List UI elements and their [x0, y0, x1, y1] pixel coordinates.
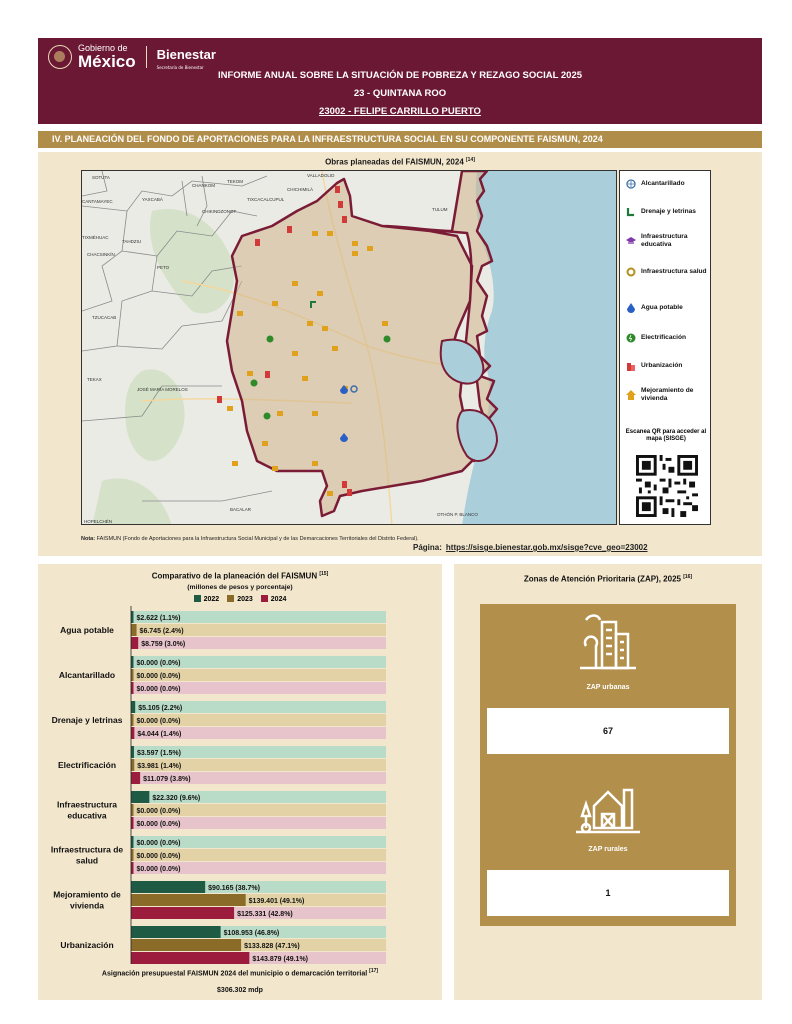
place-label: CANTAMAYEC — [82, 199, 113, 204]
place-label: BACALAR — [230, 507, 252, 512]
budget-allocation-value: $306.302 mdp — [217, 987, 263, 994]
report-header — [38, 38, 762, 124]
bar-2023 — [131, 624, 137, 636]
water-drop-icon — [626, 303, 636, 313]
map-page-link: Página: https://sisge.bienestar.gob.mx/sisge?cve_geo=23002 — [413, 543, 648, 552]
place-label: TIXCACALCUPUL — [247, 197, 285, 202]
report-title: INFORME ANUAL SOBRE LA SITUACIÓN DE POBREZA Y REZAGO SOCIAL 2025 — [217, 70, 583, 81]
category-label: Urbanización — [60, 940, 114, 950]
zap-panel — [454, 564, 762, 1000]
bar-value-label: $3.981 (1.4%) — [137, 763, 182, 770]
legend-item-drenaje: Drenaje y letrinas — [626, 207, 710, 217]
logo-big-text: México — [78, 52, 136, 71]
bar-2024 — [131, 907, 234, 919]
bar-2022 — [131, 701, 135, 713]
legend-item-vivienda: Mejoramiento de vivienda — [626, 387, 710, 402]
sisge-url-link[interactable]: https://sisge.bienestar.gob.mx/sisge?cve_geo=23002 — [445, 543, 648, 552]
place-label: TAHDZIU — [122, 239, 142, 244]
legend-item-agua: Agua potable — [626, 303, 710, 313]
bar-value-label: $143.879 (49.1%) — [252, 956, 309, 963]
chart-title: Comparativo de la planeación del FAISMUN [15] — [151, 571, 329, 581]
bar-2022 — [131, 746, 134, 758]
chart-subtitle: (millones de pesos y porcentaje) — [187, 584, 293, 591]
chart-legend — [38, 595, 442, 603]
map-panel — [38, 152, 762, 556]
logo-secondary-subtext: Secretaría de Bienestar — [156, 65, 204, 70]
bar-2022 — [131, 881, 205, 893]
category-label: Alcantarillado — [58, 670, 116, 680]
bar-2024 — [131, 727, 134, 739]
bar-value-label: $0.000 (0.0%) — [136, 840, 181, 847]
legend-item-urbanizacion: Urbanización — [626, 361, 710, 371]
zap-box — [480, 604, 736, 926]
government-logo — [48, 44, 216, 70]
qr-caption: Escanea QR para acceder al mapa (SISGE) — [625, 429, 707, 443]
bar-2022 — [131, 791, 149, 803]
sewer-icon — [626, 179, 636, 189]
category-label: Agua potable — [60, 625, 114, 635]
bar-value-label: $8.759 (3.0%) — [141, 641, 186, 648]
zap-rural-value: 1 — [487, 870, 729, 916]
legend-item-alcantarillado: Alcantarillado — [626, 179, 710, 189]
bar-value-label: $3.597 (1.5%) — [136, 750, 181, 757]
faismun-chart-panel — [38, 564, 442, 1000]
legend-2023: 2023 — [227, 595, 253, 603]
category-label: Infraestructura educativa — [57, 799, 117, 821]
electric-icon — [626, 333, 636, 343]
faismun-works-map[interactable] — [81, 170, 617, 525]
map-note: Nota: FAISMUN (Fondo de Aportaciones para la Infraestructura Social Municipal y de las Demarcaciones Territoriales del Distrito Federal). — [81, 536, 419, 542]
place-label: TIXMÉHUAC — [82, 235, 109, 240]
place-label: CHACSINKÍN — [87, 252, 115, 257]
logo-divider — [146, 46, 147, 68]
bar-value-label: $133.828 (47.1%) — [244, 943, 300, 950]
bar-2024 — [131, 772, 140, 784]
bar-value-label: $0.000 (0.0%) — [136, 686, 181, 693]
bar-2022 — [131, 926, 221, 938]
bar-value-label: $11.079 (3.8%) — [143, 776, 191, 783]
bar-2023 — [131, 894, 246, 906]
faismun-bar-chart — [38, 604, 442, 964]
bar-value-label: $0.000 (0.0%) — [136, 660, 181, 667]
place-label: TEKOM — [227, 179, 244, 184]
section-title: IV. PLANEACIÓN DEL FONDO DE APORTACIONES PARA LA INFRAESTRUCTURA SOCIAL EN SU COMPONENTE FAISMUN, 2024 — [38, 131, 762, 148]
category-label: Infraestructura de salud — [50, 844, 124, 866]
bar-2024 — [131, 637, 138, 649]
state-name: 23 - QUINTANA ROO — [353, 88, 447, 99]
place-label: PETO — [157, 265, 170, 270]
place-label: TZUCACAB — [92, 315, 117, 320]
place-label: SOTUTA — [92, 175, 110, 180]
bar-value-label: $22.320 (9.6%) — [152, 795, 201, 802]
category-label: Electrificación — [57, 760, 117, 770]
place-label: HOPELCHÉN — [84, 519, 113, 524]
bar-value-label: $6.745 (2.4%) — [139, 628, 184, 635]
place-label: CHANKOM — [192, 183, 216, 188]
bar-value-label: $90.165 (38.7%) — [208, 885, 260, 892]
logo-small-text: Gobierno de — [78, 43, 128, 53]
place-label: OTHÓN P. BLANCO — [437, 512, 478, 517]
legend-2024: 2024 — [261, 595, 287, 603]
place-label: VALLADOLID — [307, 173, 335, 178]
bar-value-label: $4.044 (1.4%) — [137, 731, 182, 738]
bar-value-label: $0.000 (0.0%) — [136, 673, 181, 680]
place-label: JOSÉ MARÍA MORELOS — [137, 387, 188, 392]
place-label: YAXCABÁ — [142, 197, 163, 202]
legend-item-salud: Infraestructura salud — [626, 267, 710, 277]
legend-2022: 2022 — [194, 595, 220, 603]
map-legend — [619, 170, 711, 525]
farm-barn-icon — [572, 776, 644, 836]
bar-value-label: $0.000 (0.0%) — [136, 821, 181, 828]
place-label: TULUM — [432, 207, 448, 212]
building-icon — [626, 361, 636, 371]
budget-allocation-label: Asignación presupuestal FAISMUN 2024 del municipio o demarcación territorial [17] — [101, 968, 379, 978]
city-buildings-icon — [572, 612, 644, 672]
drain-pipe-icon — [626, 207, 636, 217]
health-ring-icon — [626, 267, 636, 277]
zap-rural-label: ZAP rurales — [588, 846, 628, 853]
zap-urban-label: ZAP urbanas — [586, 684, 630, 691]
bar-value-label: $0.000 (0.0%) — [136, 808, 181, 815]
bar-2023 — [131, 759, 134, 771]
national-seal-icon — [48, 45, 72, 69]
bar-value-label: $5.105 (2.2%) — [138, 705, 183, 712]
category-label: Drenaje y letrinas — [51, 715, 123, 725]
map-title: Obras planeadas del FAISMUN, 2024 [14] — [325, 157, 475, 167]
bar-2024 — [131, 952, 249, 964]
place-label: CHIKINDZONOT — [202, 209, 237, 214]
zap-title: Zonas de Atención Prioritaria (ZAP), 2025 [16] — [523, 574, 693, 584]
legend-item-educativa: Infraestructura educativa — [626, 233, 710, 248]
graduation-cap-icon — [626, 236, 636, 246]
category-label: Mejoramiento de vivienda — [53, 889, 121, 911]
legend-item-electrificacion: Electrificación — [626, 333, 710, 343]
bar-2023 — [131, 939, 241, 951]
bar-value-label: $108.953 (46.8%) — [223, 930, 280, 937]
logo-secondary-text: Bienestar — [156, 47, 216, 62]
house-icon — [626, 390, 636, 400]
bar-value-label: $139.401 (49.1%) — [248, 898, 305, 905]
zap-urban-value: 67 — [487, 708, 729, 754]
bar-value-label: $0.000 (0.0%) — [136, 718, 181, 725]
bar-value-label: $125.331 (42.8%) — [237, 911, 293, 918]
bar-value-label: $2.622 (1.1%) — [136, 615, 181, 622]
qr-code-icon[interactable] — [636, 455, 698, 517]
place-label: TEKAX — [87, 377, 102, 382]
place-label: CHICHIMILÁ — [287, 187, 314, 192]
bar-value-label: $0.000 (0.0%) — [136, 866, 181, 873]
bar-value-label: $0.000 (0.0%) — [136, 853, 181, 860]
municipality-link[interactable]: 23002 - FELIPE CARRILLO PUERTO — [319, 106, 481, 117]
